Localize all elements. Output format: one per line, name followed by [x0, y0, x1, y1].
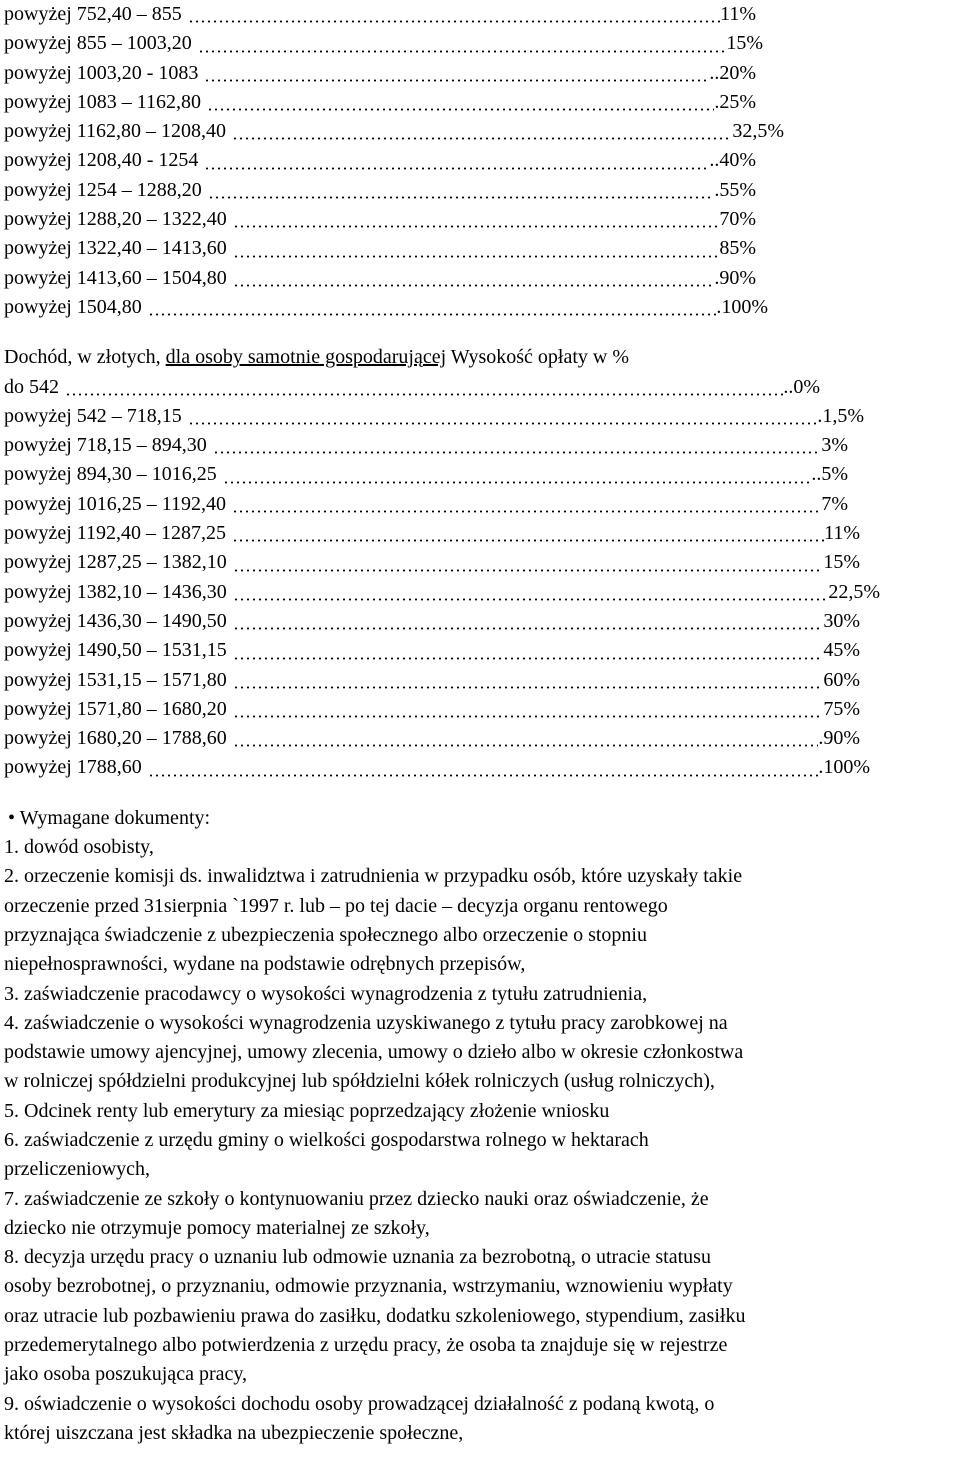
- heading-part3: Wysokość opłaty w %: [446, 346, 629, 369]
- table-row: [4, 724, 956, 753]
- heading-underlined: dla osoby samotnie gospodarującej: [165, 346, 447, 369]
- row-value: 85%: [719, 237, 756, 260]
- row-label: powyżej 1322,40 – 1413,60: [4, 237, 227, 260]
- row-value: 30%: [823, 609, 860, 632]
- row-label: powyżej 1003,20 - 1083: [4, 61, 199, 84]
- dot-leader: [207, 108, 714, 111]
- dot-leader: [233, 569, 824, 572]
- spacer: [4, 783, 956, 804]
- dot-leader: [232, 539, 824, 542]
- dot-leader: [233, 744, 819, 747]
- heading-part1: Dochód, w złotych,: [4, 346, 166, 369]
- row-label: powyżej 1254 – 1288,20: [4, 178, 202, 201]
- row-value: 75%: [823, 697, 860, 720]
- table-row: [4, 460, 956, 489]
- row-value: 15%: [726, 32, 763, 55]
- row-value: .90%: [714, 266, 756, 289]
- row-value: 32,5%: [732, 120, 784, 143]
- row-label: powyżej 1571,80 – 1680,20: [4, 697, 227, 720]
- row-label: powyżej 1490,50 – 1531,15: [4, 639, 227, 662]
- doc-line: 3. zaświadczenie pracodawcy o wysokości wynagrodzenia z tytułu zatrudnienia,: [4, 982, 648, 1005]
- table-row: [4, 176, 956, 205]
- row-label: powyżej 1288,20 – 1322,40: [4, 208, 227, 231]
- row-value: .55%: [714, 178, 756, 201]
- table-row: [4, 234, 956, 263]
- dot-leader: [148, 774, 819, 777]
- row-label: powyżej 1208,40 - 1254: [4, 149, 199, 172]
- row-label: powyżej 855 – 1003,20: [4, 32, 192, 55]
- row-value: ..20%: [709, 61, 756, 84]
- row-label: powyżej 1788,60: [4, 756, 142, 779]
- dot-leader: [233, 255, 720, 258]
- dot-leader: [233, 686, 824, 689]
- row-value: 70%: [719, 208, 756, 231]
- doc-line: 1. dowód osobisty,: [4, 836, 154, 859]
- row-value: .100%: [716, 295, 768, 318]
- table-row: [4, 578, 956, 607]
- row-value: .100%: [818, 756, 870, 779]
- row-label: powyżej 1382,10 – 1436,30: [4, 580, 227, 603]
- table-row: [4, 519, 956, 548]
- doc-line: dziecko nie otrzymuje pomocy materialnej ze szkoły,: [4, 1216, 430, 1239]
- spacer: [4, 322, 956, 343]
- doc-line: 7. zaświadczenie ze szkoły o kontynuowaniu przez dziecko nauki oraz oświadczenie, że: [4, 1187, 709, 1210]
- dot-leader: [233, 598, 829, 601]
- table-row: [4, 548, 956, 577]
- table-row: [4, 264, 956, 293]
- doc-line: przyznająca świadczenie z ubezpieczenia społecznego albo orzeczenie o stopniu: [4, 923, 647, 946]
- row-value: 3%: [821, 434, 848, 457]
- row-label: powyżej 1016,25 – 1192,40: [4, 492, 227, 515]
- docs-list: [4, 833, 956, 1448]
- table-row: [4, 695, 956, 724]
- table-row: [4, 293, 956, 322]
- doc-line: w rolniczej spółdzielni produkcyjnej lub spółdzielni kółek rolniczych (usług rolniczych),: [4, 1070, 715, 1093]
- table-row: [4, 29, 956, 58]
- row-label: powyżej 894,30 – 1016,25: [4, 463, 217, 486]
- doc-line: podstawie umowy ajencyjnej, umowy zlecenia, umowy o dzieło albo w okresie członkostwa: [4, 1041, 744, 1064]
- dot-leader: [233, 284, 715, 287]
- doc-line: orzeczenie przed 31sierpnia `1997 r. lub – po tej dacie – decyzja organu rentowego: [4, 894, 668, 917]
- row-value: ..40%: [709, 149, 756, 172]
- table-row: [4, 59, 956, 88]
- table-row: [4, 753, 956, 782]
- row-label: powyżej 752,40 – 855: [4, 3, 182, 25]
- doc-line: 5. Odcinek renty lub emerytury za miesiąc poprzedzający złożenie wniosku: [4, 1099, 610, 1122]
- fee-table-family: [4, 0, 956, 322]
- row-label: do 542: [4, 375, 59, 398]
- row-label: powyżej 1287,25 – 1382,10: [4, 551, 227, 574]
- row-label: powyżej 1413,60 – 1504,80: [4, 266, 227, 289]
- row-label: powyżej 1504,80: [4, 295, 142, 318]
- doc-line: 2. orzeczenie komisji ds. inwalidztwa i zatrudnienia w przypadku osób, które uzyskały takie: [4, 865, 743, 888]
- row-value: 11%: [720, 3, 756, 25]
- row-label: powyżej 1680,20 – 1788,60: [4, 727, 227, 750]
- row-value: ..0%: [783, 375, 820, 398]
- table-row: [4, 490, 956, 519]
- doc-line: niepełnosprawności, wydane na podstawie odrębnych przepisów,: [4, 953, 526, 976]
- dot-leader: [213, 451, 822, 454]
- table-row: [4, 88, 956, 117]
- row-label: powyżej 1531,15 – 1571,80: [4, 668, 227, 691]
- row-value: .1,5%: [817, 404, 864, 427]
- table-row: [4, 402, 956, 431]
- doc-line: oraz utracie lub pozbawieniu prawa do zasiłku, dodatku szkoleniowego, stypendium, zasiłku: [4, 1304, 746, 1327]
- row-value: 22,5%: [828, 580, 880, 603]
- table-row: [4, 205, 956, 234]
- row-value: ..5%: [811, 463, 848, 486]
- row-value: 11%: [824, 522, 860, 545]
- doc-line: osoby bezrobotnej, o przyznaniu, odmowie przyznania, wstrzymaniu, wznowieniu wypłaty: [4, 1275, 733, 1298]
- doc-line: przeliczeniowych,: [4, 1158, 151, 1181]
- row-value: 15%: [823, 551, 860, 574]
- table-row: [4, 431, 956, 460]
- dot-leader: [232, 510, 821, 513]
- table2-heading: [4, 343, 956, 372]
- dot-leader: [232, 137, 732, 140]
- doc-line: 8. decyzja urzędu pracy o uznaniu lub odmowie uznania za bezrobotną, o utracie statusu: [4, 1246, 711, 1269]
- doc-line: 4. zaświadczenie o wysokości wynagrodzenia uzyskiwanego z tytułu pracy zarobkowej na: [4, 1011, 728, 1034]
- dot-leader: [198, 50, 727, 53]
- row-label: powyżej 1162,80 – 1208,40: [4, 120, 227, 143]
- dot-leader: [188, 422, 818, 425]
- row-label: powyżej 1436,30 – 1490,50: [4, 609, 227, 632]
- dot-leader: [204, 79, 709, 82]
- doc-line: 9. oświadczenie o wysokości dochodu osoby prowadzącej działalność z podaną kwotą, o: [4, 1392, 715, 1415]
- dot-leader: [233, 225, 720, 228]
- table-row: [4, 117, 956, 146]
- dot-leader: [65, 393, 783, 396]
- dot-leader: [233, 715, 824, 718]
- row-value: 60%: [823, 668, 860, 691]
- dot-leader: [208, 196, 715, 199]
- table-row: [4, 607, 956, 636]
- doc-line: której uiszczana jest składka na ubezpieczenie społeczne,: [4, 1421, 464, 1444]
- table-row: [4, 636, 956, 665]
- row-label: powyżej 1083 – 1162,80: [4, 90, 202, 113]
- table-row: [4, 0, 956, 29]
- doc-line: jako osoba poszukująca pracy,: [4, 1363, 248, 1386]
- doc-line: 6. zaświadczenie z urzędu gminy o wielkości gospodarstwa rolnego w hektarach: [4, 1128, 649, 1151]
- table-row: [4, 373, 956, 402]
- dot-leader: [204, 167, 709, 170]
- row-value: 45%: [823, 639, 860, 662]
- row-value: .90%: [818, 727, 860, 750]
- table-row: [4, 666, 956, 695]
- dot-leader: [233, 657, 824, 660]
- dot-leader: [223, 481, 812, 484]
- row-value: 7%: [821, 492, 848, 515]
- doc-line: przedemerytalnego albo potwierdzenia z urzędu pracy, że osoba ta znajduje się w rejestrze: [4, 1334, 728, 1357]
- dot-leader: [148, 313, 717, 316]
- row-value: .25%: [714, 90, 756, 113]
- docs-heading: • Wymagane dokumenty:: [8, 806, 211, 829]
- dot-leader: [233, 627, 824, 630]
- row-label: powyżej 1192,40 – 1287,25: [4, 522, 227, 545]
- table-row: [4, 146, 956, 175]
- fee-table-single: [4, 373, 956, 783]
- dot-leader: [188, 20, 720, 23]
- row-label: powyżej 542 – 718,15: [4, 404, 182, 427]
- row-label: powyżej 718,15 – 894,30: [4, 434, 207, 457]
